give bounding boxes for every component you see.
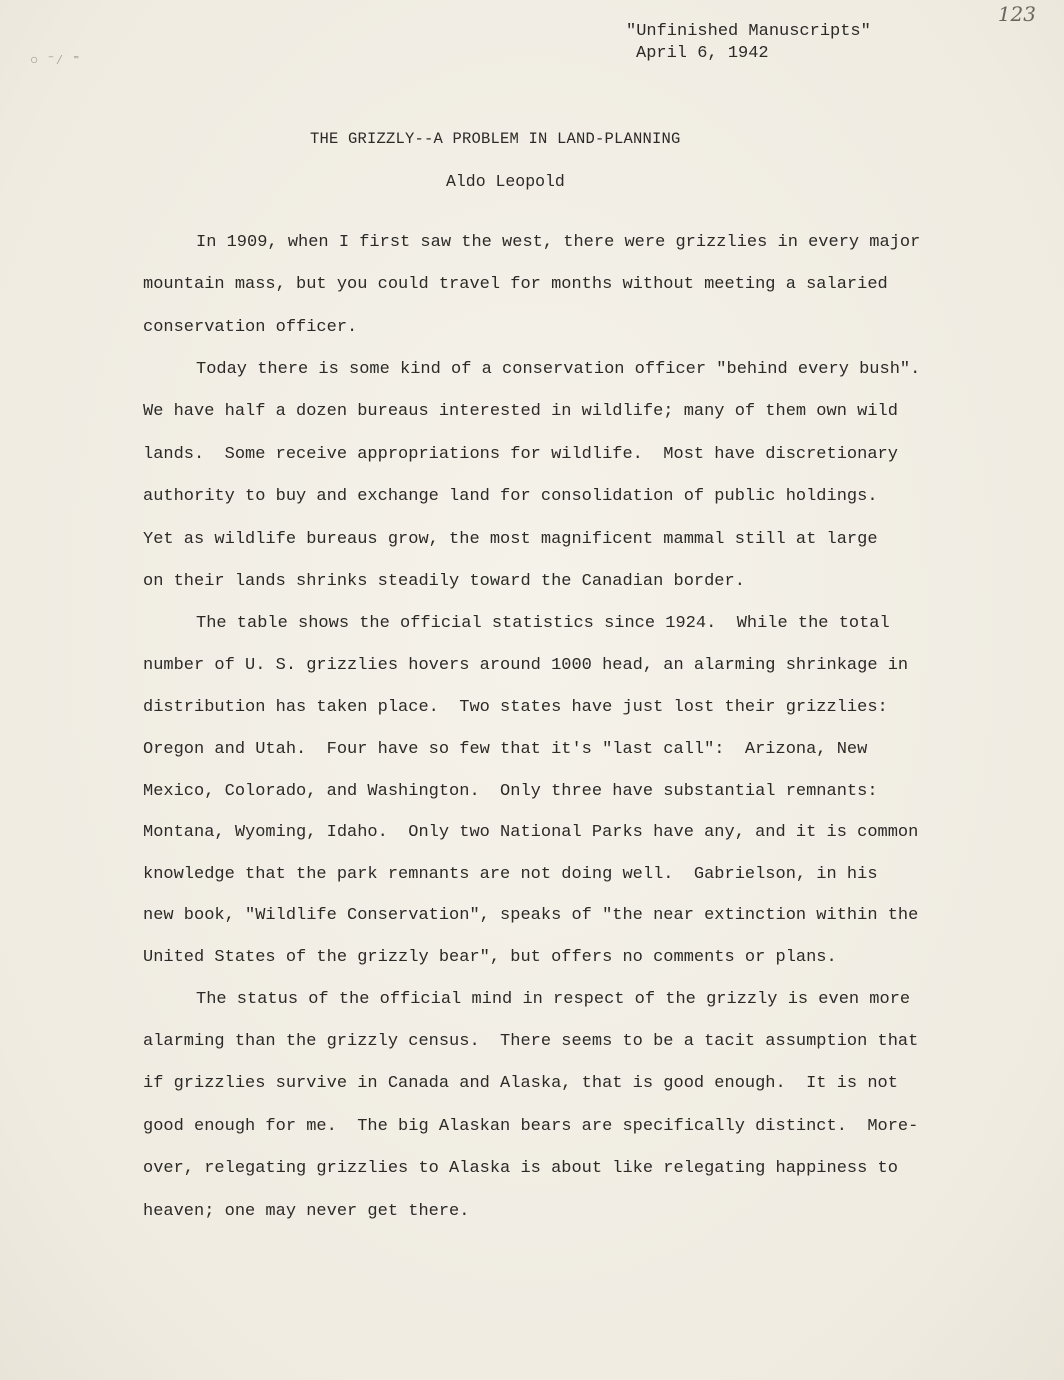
document-header xyxy=(626,21,871,65)
text-line: distribution has taken place. Two states have just lost their grizzlies: xyxy=(143,698,888,717)
text-line: lands. Some receive appropriations for wildlife. Most have discretionary xyxy=(143,445,898,464)
header-date: April 6, 1942 xyxy=(636,44,769,63)
text-line: number of U. S. grizzlies hovers around 1000 head, an alarming shrinkage in xyxy=(143,656,909,675)
text-line: new book, "Wildlife Conservation", speaks of "the near extinction within the xyxy=(143,906,919,925)
author-name: Aldo Leopold xyxy=(446,172,565,191)
text-line: Mexico, Colorado, and Washington. Only three have substantial remnants: xyxy=(143,782,878,801)
text-line: alarming than the grizzly census. There seems to be a tacit assumption that xyxy=(143,1032,919,1051)
pencil-mark-icon: ○ ⁻⁄ ⁼ xyxy=(30,53,81,69)
text-line: heaven; one may never get there. xyxy=(143,1202,470,1221)
text-line: knowledge that the park remnants are not doing well. Gabrielson, in his xyxy=(143,865,878,884)
text-line: over, relegating grizzlies to Alaska is about like relegating happiness to xyxy=(143,1159,898,1178)
text-line: Oregon and Utah. Four have so few that it's "last call": Arizona, New xyxy=(143,740,868,759)
text-line: The table shows the official statistics since 1924. While the total xyxy=(196,614,890,633)
series-label: "Unfinished Manuscripts" xyxy=(626,22,871,41)
text-line: authority to buy and exchange land for consolidation of public holdings. xyxy=(143,487,878,506)
text-line: In 1909, when I first saw the west, there were grizzlies in every major xyxy=(196,233,921,252)
page-number: 123 xyxy=(997,2,1036,26)
text-line: conservation officer. xyxy=(143,318,358,337)
text-line: if grizzlies survive in Canada and Alaska, that is good enough. It is not xyxy=(143,1074,898,1093)
document-title: THE GRIZZLY--A PROBLEM IN LAND-PLANNING xyxy=(310,130,681,148)
text-line: Yet as wildlife bureaus grow, the most magnificent mammal still at large xyxy=(143,530,878,549)
text-line: United States of the grizzly bear", but offers no comments or plans. xyxy=(143,948,837,967)
text-line: Montana, Wyoming, Idaho. Only two National Parks have any, and it is common xyxy=(143,823,919,842)
text-line: good enough for me. The big Alaskan bears are specifically distinct. More- xyxy=(143,1117,919,1136)
text-line: Today there is some kind of a conservation officer "behind every bush". xyxy=(196,360,921,379)
text-line: We have half a dozen bureaus interested in wildlife; many of them own wild xyxy=(143,402,898,421)
text-line: on their lands shrinks steadily toward the Canadian border. xyxy=(143,572,745,591)
text-line: The status of the official mind in respect of the grizzly is even more xyxy=(196,990,911,1009)
text-line: mountain mass, but you could travel for months without meeting a salaried xyxy=(143,275,888,294)
